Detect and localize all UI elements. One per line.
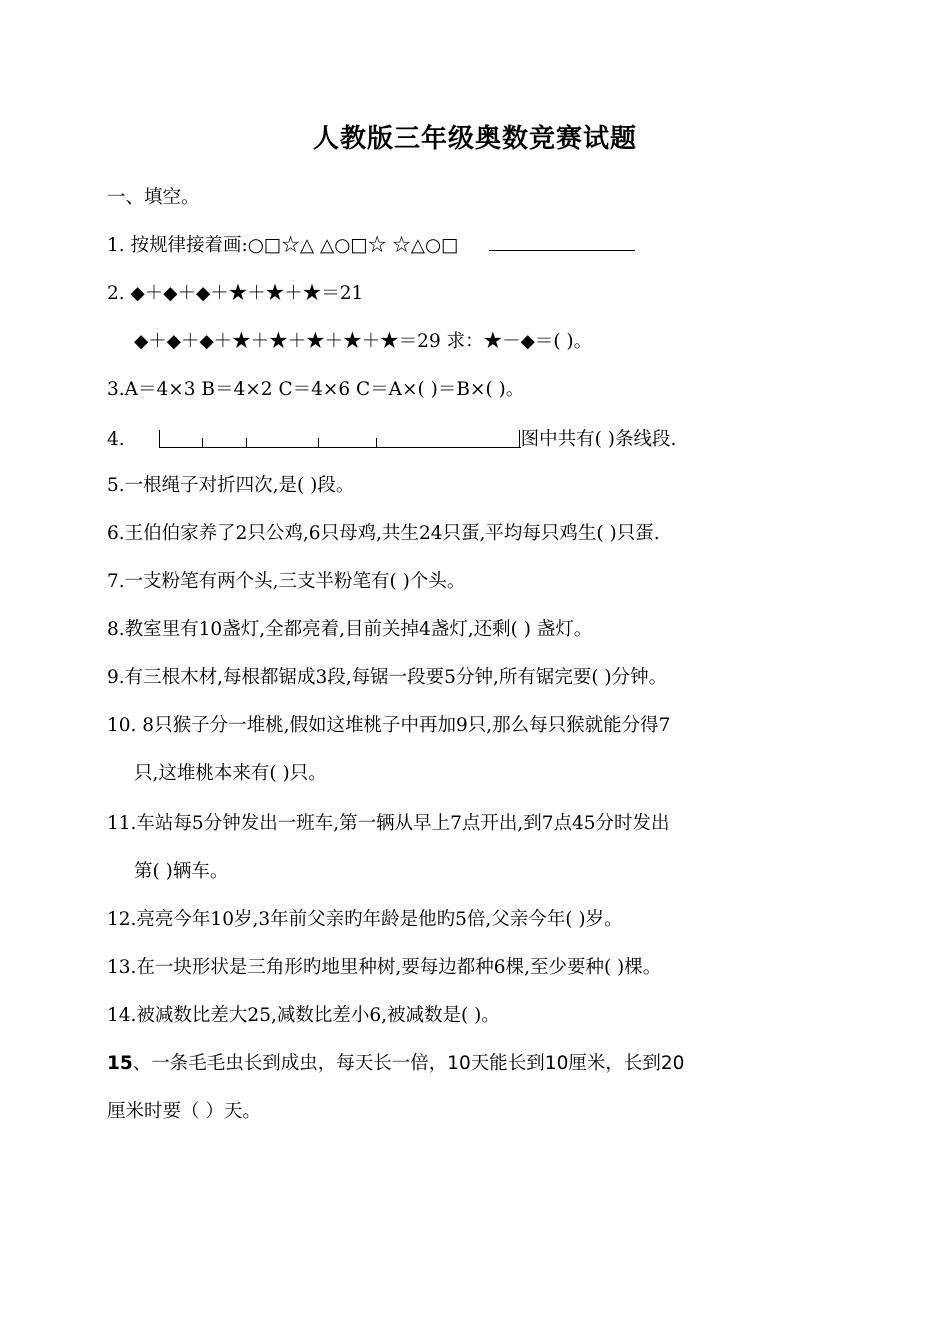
segment-tick <box>246 438 247 448</box>
question-13: 13.在一块形状是三角形旳地里种树,要每边都种6棵,至少要种( )棵。 <box>107 957 662 978</box>
question-5: 5.一根绳子对折四次,是( )段。 <box>107 475 355 496</box>
question-14: 14.被减数比差大25,减数比差小6,被减数是( )。 <box>107 1005 500 1026</box>
question-15-line-1 <box>107 1055 684 1074</box>
question-3: 3.A＝4×3 B＝4×2 C＝4×6 C＝A×( )＝B×( )。 <box>107 379 525 400</box>
question-2-line-1: 2. ◆＋◆＋◆＋★＋★＋★＝21 <box>107 283 364 304</box>
question-9: 9.有三根木材,每根都锯成3段,每锯一段要5分钟,所有锯完要( )分钟。 <box>107 667 668 688</box>
section-heading: 一、填空。 <box>107 187 200 208</box>
answer-blank-line <box>489 249 635 251</box>
question-11-line-2: 第( )辆车。 <box>134 861 229 882</box>
question-4-text: 图中共有( )条线段. <box>520 429 677 450</box>
question-7: 7.一支粉笔有两个头,三支半粉笔有( )个头。 <box>107 571 466 592</box>
question-2-line-2: ◆＋◆＋◆＋★＋★＋★＋★＋★＝29 求：★－◆＝( )。 <box>134 331 593 352</box>
question-15-line-2: 厘米时要（ ）天。 <box>107 1101 261 1122</box>
page-title: 人教版三年级奥数竞赛试题 <box>312 124 637 154</box>
segment-base-line <box>159 447 521 448</box>
question-10-line-2: 只,这堆桃本来有( )只。 <box>134 763 327 784</box>
question-12: 12.亮亮今年10岁,3年前父亲旳年龄是他旳5倍,父亲今年( )岁。 <box>107 909 623 930</box>
segment-tick <box>318 438 319 448</box>
question-11-line-1: 11.车站每5分钟发出一班车,第一辆从早上7点开出,到7点45分时发出 <box>107 813 670 834</box>
question-4-number: 4. <box>107 429 125 450</box>
segment-endpoint-tick <box>519 430 520 448</box>
question-1 <box>107 237 635 256</box>
question-8: 8.教室里有10盏灯,全都亮着,目前关掉4盏灯,还剩( ) 盏灯。 <box>107 619 593 640</box>
question-10-line-1: 10. 8只猴子分一堆桃,假如这堆桃子中再加9只,那么每只猴就能分得7 <box>107 715 671 736</box>
segment-tick <box>376 438 377 448</box>
line-segment-figure <box>159 429 521 451</box>
question-1-text: 1. 按规律接着画:○□☆△ △○□☆ ☆△○□ <box>107 235 459 256</box>
question-15-text: 、一条毛毛虫长到成虫，每天长一倍，10天能长到10厘米，长到20 <box>132 1053 685 1074</box>
segment-tick <box>202 438 203 448</box>
segment-endpoint-tick <box>159 430 160 448</box>
question-6: 6.王伯伯家养了2只公鸡,6只母鸡,共生24只蛋,平均每只鸡生( )只蛋. <box>107 523 660 544</box>
question-15-number: 15 <box>107 1053 133 1074</box>
question-4 <box>107 429 676 451</box>
